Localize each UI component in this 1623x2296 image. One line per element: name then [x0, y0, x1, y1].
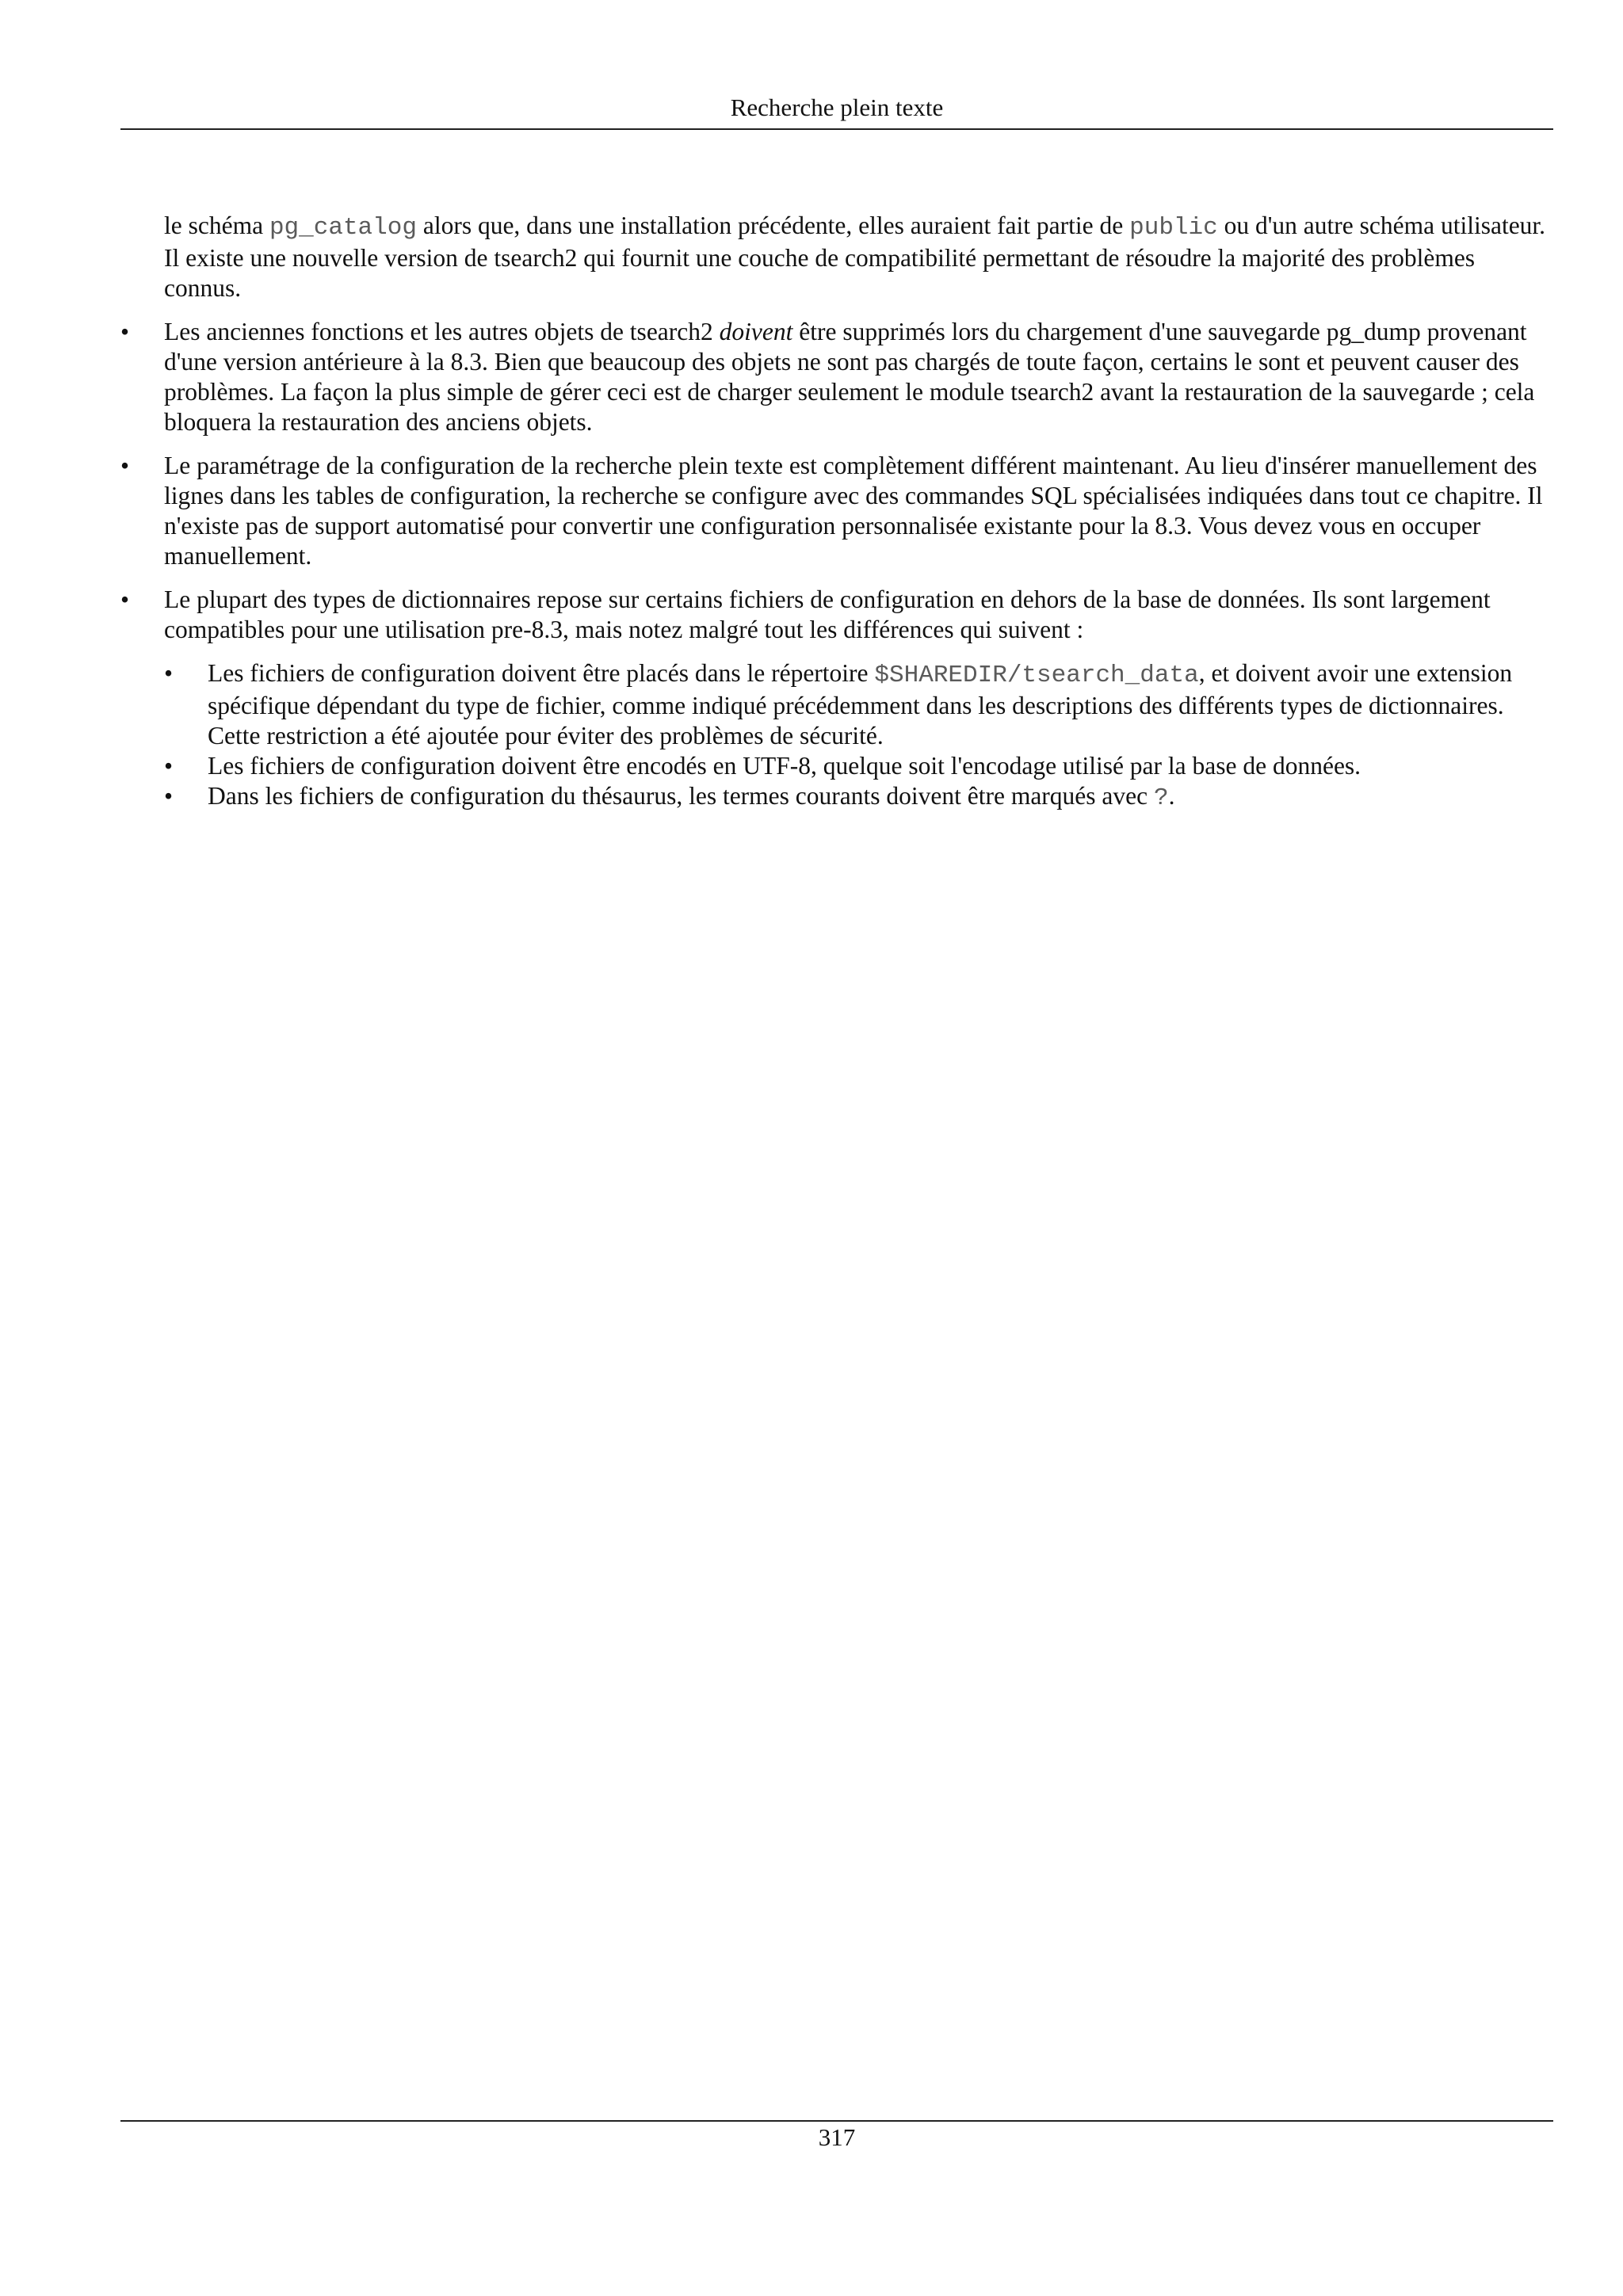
intro-text-3: ou d'un autre schéma utilisateur. Il existe une nouvelle version de tsearch2 qui fournit une couche de compatibilité permettant de résoudre la majorité des problèmes connus. [164, 212, 1546, 302]
subitem-text: . [1168, 782, 1175, 810]
bullet-icon: • [164, 752, 174, 780]
bullet-icon: • [120, 585, 130, 613]
intro-paragraph [164, 211, 1553, 303]
bullet-icon: • [164, 782, 174, 810]
list-item [120, 317, 1553, 437]
nested-list-item [164, 781, 1553, 814]
bullet-icon: • [120, 452, 130, 479]
list-item [120, 585, 1553, 814]
code-public: public [1129, 214, 1218, 242]
nested-list [164, 658, 1553, 814]
code-sharedir-path: $SHAREDIR/tsearch_data [874, 662, 1199, 689]
bullet-icon: • [164, 659, 174, 687]
item-text: Les anciennes fonctions et les autres objets de tsearch2 [164, 318, 720, 345]
nested-list-item [164, 658, 1553, 751]
item-emphasis: doivent [719, 318, 793, 345]
bullet-icon: • [120, 318, 130, 345]
item-text: être supprimés lors du chargement d'une sauvegarde pg_dump provenant d'une version antérieure à la 8.3. Bien que beaucoup des objets ne sont pas chargés de toute façon, certains le sont et peuvent causer des problèmes. La façon la plus simple de gérer ceci est de charger seulement le module tsearch2 avant la restauration de la sauvegarde ; cela bloquera la restauration des anciens objets. [164, 318, 1535, 436]
running-header: Recherche plein texte [730, 93, 944, 121]
subitem-text: Les fichiers de configuration doivent être placés dans le répertoire [208, 659, 875, 687]
page-number: 317 [818, 2123, 856, 2151]
item-text: Le paramétrage de la configuration de la recherche plein texte est complètement différent maintenant. Au lieu d'insérer manuellement des lignes dans les tables de configuration, la recherche se configure avec des commandes SQL spécialisées indiquées dans tout ce chapitre. Il n'existe pas de support automatisé pour convertir une configuration personnalisée existante pour la 8.3. Vous devez vous en occuper manuellement. [164, 452, 1543, 570]
subitem-text: Les fichiers de configuration doivent être encodés en UTF-8, quelque soit l'encodage utilisé par la base de données. [208, 752, 1361, 780]
code-pg-catalog: pg_catalog [269, 214, 417, 242]
subitem-text: Dans les fichiers de configuration du thésaurus, les termes courants doivent être marqués avec [208, 782, 1154, 810]
nested-list-item [164, 751, 1553, 781]
page-body [120, 211, 1553, 814]
list-item [120, 451, 1553, 571]
header-rule [120, 128, 1553, 130]
intro-text-1: le schéma [164, 212, 269, 239]
intro-text-2: alors que, dans une installation précédente, elles auraient fait partie de [416, 212, 1130, 239]
subitem-text: , et doivent avoir une extension spécifique dépendant du type de fichier, comme indiqué précédemment dans les descriptions des différents types de dictionnaires. Cette restriction a été ajoutée pour éviter des problèmes de sécurité. [208, 659, 1513, 749]
code-question-mark: ? [1153, 784, 1169, 812]
item-text: Le plupart des types de dictionnaires repose sur certains fichiers de configuration en dehors de la base de données. Ils sont largement compatibles pour une utilisation pre-8.3, mais notez malgré tout les différences qui suivent : [164, 585, 1491, 643]
